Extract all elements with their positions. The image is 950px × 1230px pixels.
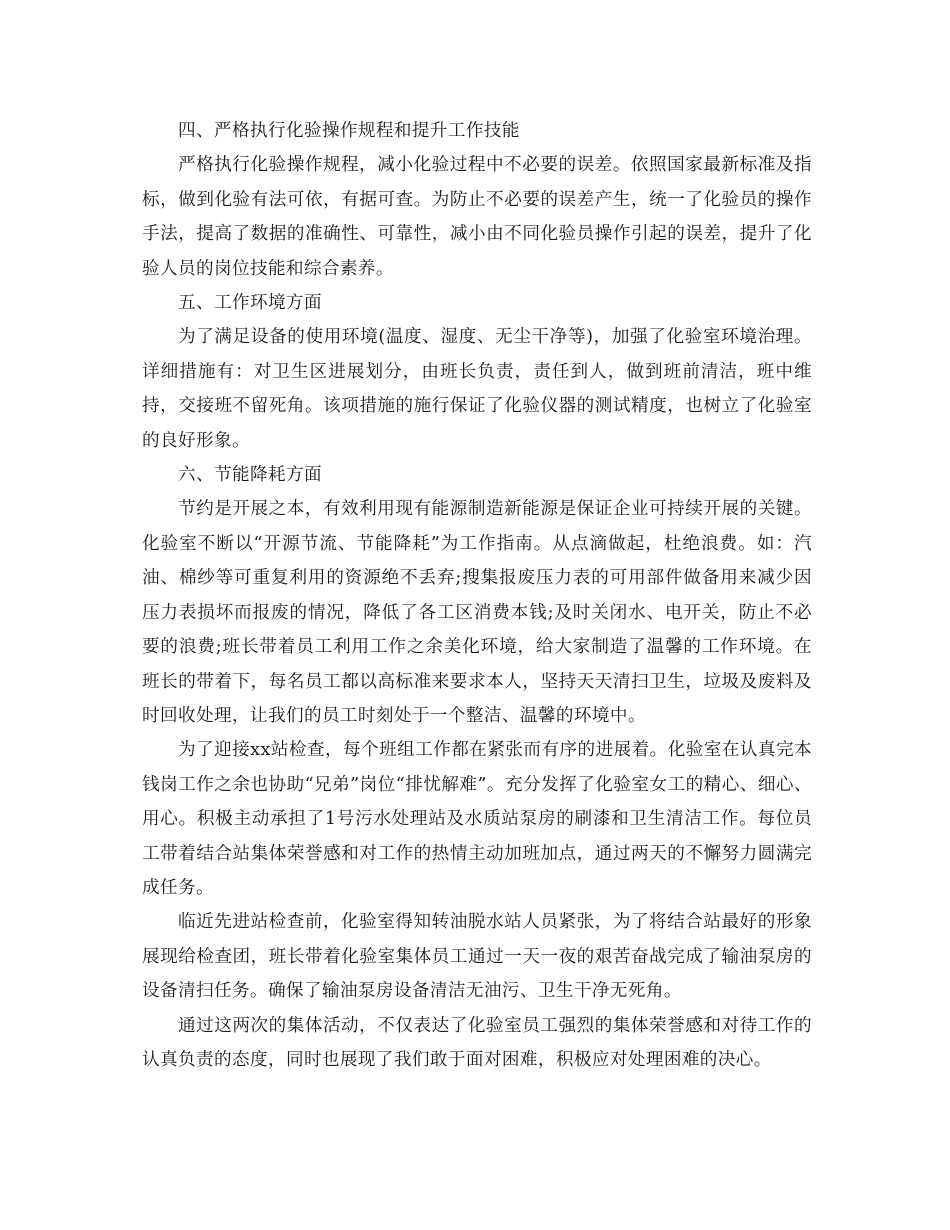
paragraph: 为了迎接xx站检查，每个班组工作都在紧张而有序的进展着。化验室在认真完本钱岗工作之余也协助“兄弟”岗位“排忧解难”。充分发挥了化验室女工的精心、细心、用心。积极主动承担了1号污水处理站及水质站泵房的刷漆和卫生清洁工作。每位员工带着结合站集体荣誉感和对工作的热情主动加班加点，通过两天的不懈努力圆满完成任务。 xyxy=(142,740,812,898)
paragraph: 通过这两次的集体活动，不仅表达了化验室员工强烈的集体荣誉感和对待工作的认真负责的态度，同时也展现了我们敢于面对困难，积极应对处理困难的决心。 xyxy=(142,1015,812,1070)
section-heading-5: 五、工作环境方面 xyxy=(178,293,322,314)
paragraph: 严格执行化验操作规程，减小化验过程中不必要的误差。依照国家最新标准及指标，做到化验有法可依，有据可查。为防止不必要的误差产生，统一了化验员的操作手法，提高了数据的准确性、可靠性，减小由不同化验员操作引起的误差，提升了化验人员的岗位技能和综合素养。 xyxy=(142,155,812,279)
section-heading-6: 六、节能降耗方面 xyxy=(178,465,322,486)
document-body xyxy=(142,114,812,1077)
section-heading-4: 四、严格执行化验操作规程和提升工作技能 xyxy=(178,121,520,141)
paragraph: 为了满足设备的使用环境(温度、湿度、无尘干净等)，加强了化验室环境治理。详细措施有：对卫生区进展划分，由班长负责，责任到人，做到班前清洁，班中维持，交接班不留死角。该项措施的施行保证了化验仪器的测试精度，也树立了化验室的良好形象。 xyxy=(142,327,812,451)
paragraph: 临近先进站检查前，化验室得知转油脱水站人员紧张，为了将结合站最好的形象展现给检查团，班长带着化验室集体员工通过一天一夜的艰苦奋战完成了输油泵房的设备清扫任务。确保了输油泵房设备清洁无油污、卫生干净无死角。 xyxy=(142,912,812,1002)
paragraph: 节约是开展之本，有效利用现有能源制造新能源是保证企业可持续开展的关键。化验室不断以“开源节流、节能降耗”为工作指南。从点滴做起，杜绝浪费。如：汽油、棉纱等可重复利用的资源绝不丢弃;搜集报废压力表的可用部件做备用来减少因压力表损坏而报废的情况，降低了各工区消费本钱;及时关闭水、电开关，防止不必要的浪费;班长带着员工利用工作之余美化环境，给大家制造了温馨的工作环境。在班长的带着下，每名员工都以高标准来要求本人，坚持天天清扫卫生，垃圾及废料及时回收处理，让我们的员工时刻处于一个整洁、温馨的环境中。 xyxy=(142,499,812,726)
